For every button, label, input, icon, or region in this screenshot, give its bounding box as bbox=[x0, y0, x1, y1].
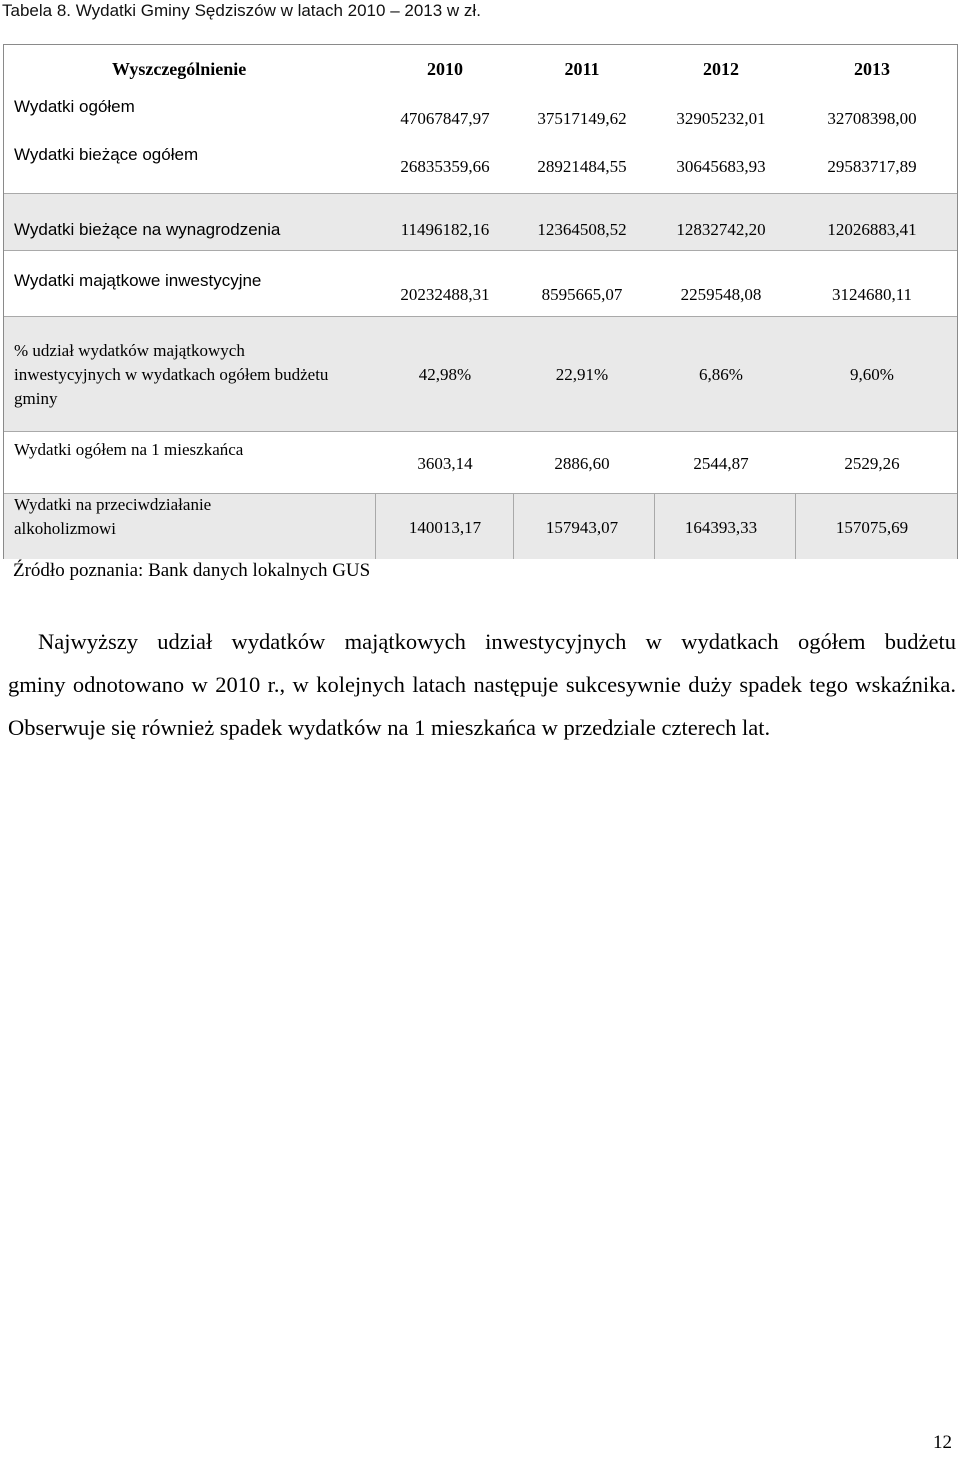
cell-wages-2011: 12364508,52 bbox=[537, 220, 627, 239]
body-paragraph bbox=[8, 620, 956, 749]
cell-total-2013: 32708398,00 bbox=[827, 109, 917, 128]
cell-investment-2012: 2259548,08 bbox=[680, 285, 762, 304]
paragraph-continuation: gminy odnotowano w 2010 r., w kolejnych latach następuje sukcesywnie duży spadek tego wskaźnika. Obserwuje się również spadek wydatków na 1 mieszkańca w przedziale czterech lat. bbox=[8, 672, 956, 740]
row-label-investment: Wydatki majątkowe inwestycyjne bbox=[14, 271, 262, 290]
header-year-2013: 2013 bbox=[854, 59, 890, 79]
cell-total-2010: 47067847,97 bbox=[400, 109, 490, 128]
row-label-alcoholism: Wydatki na przeciwdziałanie alkoholizmowi bbox=[14, 495, 212, 538]
row-label-per-resident: Wydatki ogółem na 1 mieszkańca bbox=[14, 440, 244, 459]
cell-wages-2010: 11496182,16 bbox=[400, 220, 490, 239]
table-row bbox=[4, 250, 957, 316]
cell-share-2013: 9,60% bbox=[850, 365, 894, 384]
header-label: Wyszczególnienie bbox=[112, 59, 247, 79]
column-divider bbox=[513, 493, 514, 559]
cell-alcoholism-2012: 164393,33 bbox=[684, 518, 758, 537]
cell-current-2013: 29583717,89 bbox=[827, 157, 917, 176]
cell-per-resident-2012: 2544,87 bbox=[693, 454, 749, 473]
cell-share-2010: 42,98% bbox=[418, 365, 472, 384]
table-row bbox=[4, 193, 957, 250]
cell-current-2010: 26835359,66 bbox=[400, 157, 490, 176]
cell-alcoholism-2011: 157943,07 bbox=[545, 518, 619, 537]
table-row bbox=[4, 493, 957, 559]
table-row bbox=[4, 316, 957, 431]
row-label-total: Wydatki ogółem bbox=[14, 97, 135, 116]
cell-wages-2013: 12026883,41 bbox=[827, 220, 917, 239]
column-divider bbox=[654, 493, 655, 559]
cell-investment-2010: 20232488,31 bbox=[400, 285, 490, 304]
table-caption: Tabela 8. Wydatki Gminy Sędziszów w latach 2010 – 2013 w zł. bbox=[2, 1, 481, 20]
row-label-share: % udział wydatków majątkowych inwestycyjnych w wydatkach ogółem budżetu gminy bbox=[14, 341, 329, 408]
row-label-current: Wydatki bieżące ogółem bbox=[14, 145, 199, 164]
table-row bbox=[4, 431, 957, 493]
header-year-2010: 2010 bbox=[427, 59, 463, 79]
cell-alcoholism-2010: 140013,17 bbox=[408, 518, 482, 537]
cell-wages-2012: 12832742,20 bbox=[676, 220, 766, 239]
page-number: 12 bbox=[933, 1432, 952, 1453]
cell-per-resident-2010: 3603,14 bbox=[417, 454, 473, 473]
cell-total-2012: 32905232,01 bbox=[676, 109, 766, 128]
header-year-2011: 2011 bbox=[564, 59, 600, 79]
cell-current-2012: 30645683,93 bbox=[676, 157, 766, 176]
cell-investment-2011: 8595665,07 bbox=[541, 285, 623, 304]
table-source-note: Źródło poznania: Bank danych lokalnych GUS bbox=[13, 560, 371, 581]
cell-current-2011: 28921484,55 bbox=[537, 157, 627, 176]
paragraph-first-line: Najwyższy udział wydatków majątkowych inwestycyjnych w wydatkach ogółem budżetu bbox=[38, 629, 956, 654]
cell-alcoholism-2013: 157075,69 bbox=[835, 518, 909, 537]
cell-investment-2013: 3124680,11 bbox=[831, 285, 913, 304]
cell-share-2011: 22,91% bbox=[555, 365, 609, 384]
column-divider bbox=[795, 493, 796, 559]
cell-share-2012: 6,86% bbox=[699, 365, 743, 384]
header-year-2012: 2012 bbox=[703, 59, 739, 79]
column-divider bbox=[375, 493, 376, 559]
cell-per-resident-2013: 2529,26 bbox=[844, 454, 900, 473]
cell-per-resident-2011: 2886,60 bbox=[554, 454, 610, 473]
row-label-wages: Wydatki bieżące na wynagrodzenia bbox=[14, 220, 281, 239]
cell-total-2011: 37517149,62 bbox=[537, 109, 627, 128]
expenditure-table bbox=[3, 44, 958, 559]
table-band-summary bbox=[4, 45, 957, 193]
